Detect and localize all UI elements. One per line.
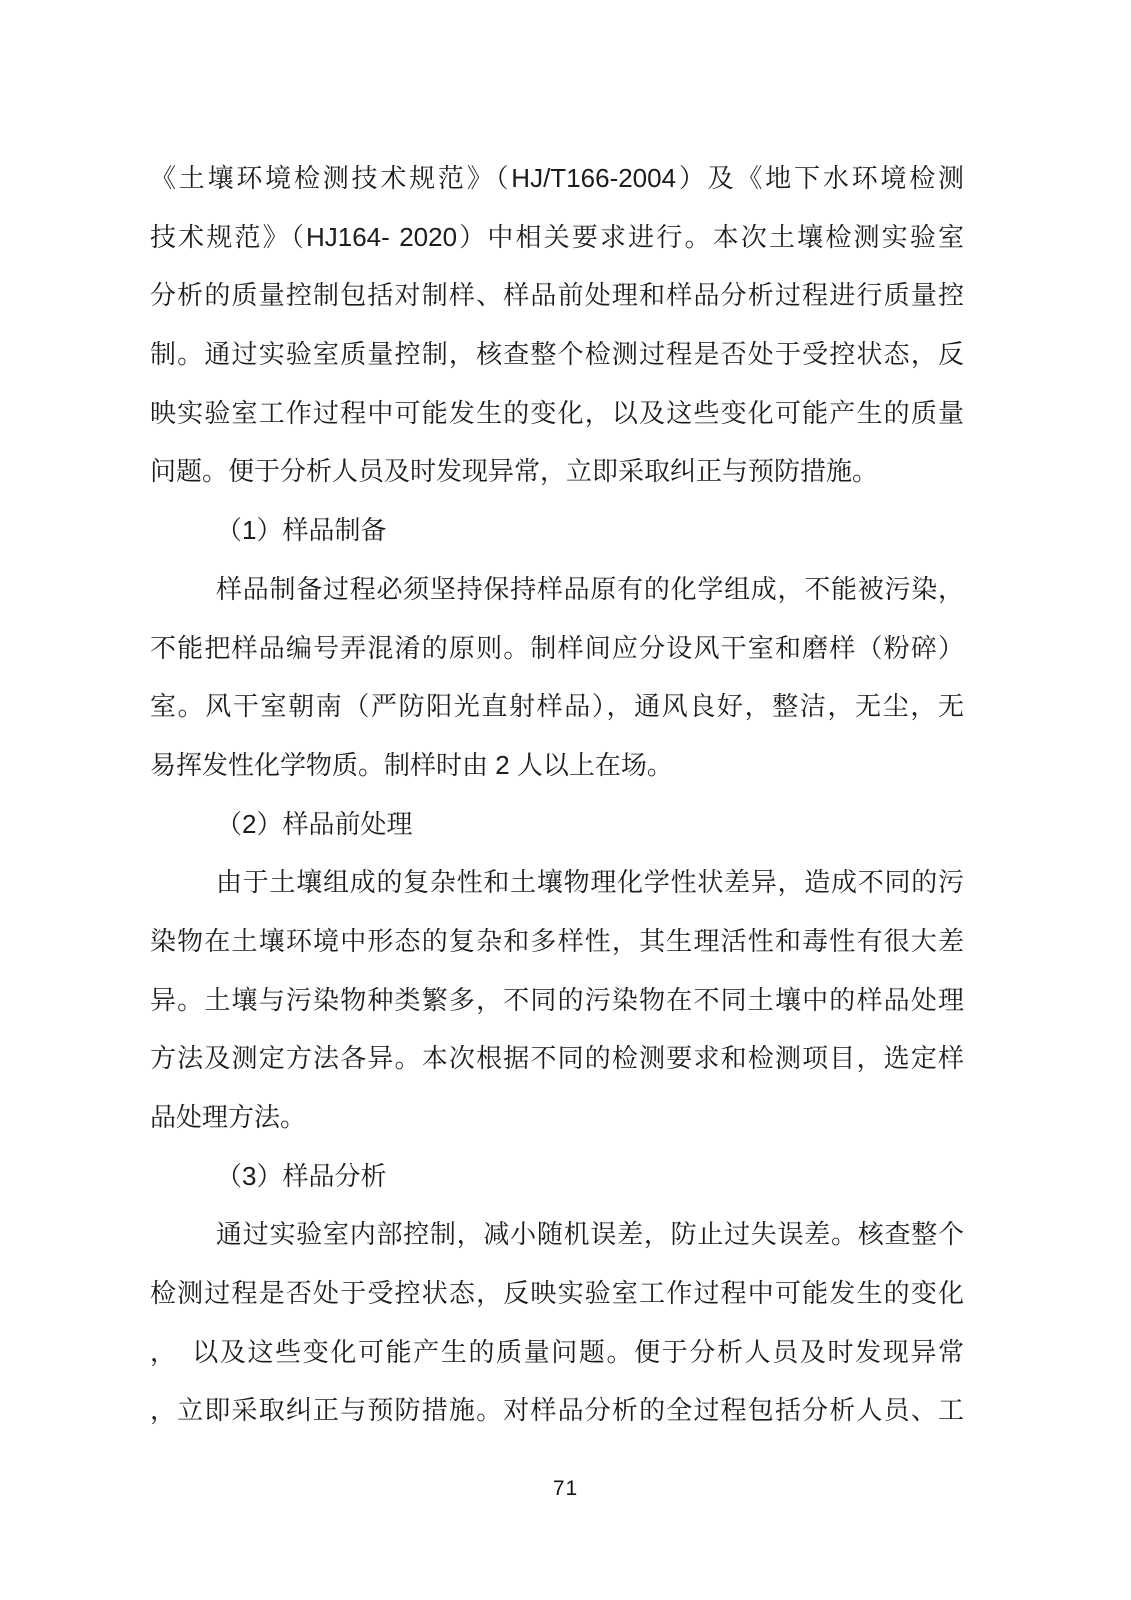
doc-line: 映实验室工作过程中可能发生的变化，以及这些变化可能产生的质量 [150, 397, 964, 428]
doc-line: 问题。便于分析人员及时发现异常，立即采取纠正与预防措施。 [150, 456, 879, 487]
doc-list-heading: （1）样品制备 [216, 515, 387, 546]
doc-line: 品处理方法。 [150, 1102, 307, 1132]
doc-line: ， 以及这些变化可能产生的质量问题。便于分析人员及时发现异常 [150, 1336, 964, 1367]
doc-line: ，立即采取纠正与预防措施。对样品分析的全过程包括分析人员、工 [150, 1395, 964, 1426]
doc-line: 技术规范》（HJ164- 2020）中相关要求进行。本次土壤检测实验室 [150, 221, 964, 252]
page-number: 71 [552, 1477, 579, 1500]
doc-line: 通过实验室内部控制，减小随机误差，防止过失误差。核查整个 [216, 1219, 964, 1250]
doc-list-heading: （3）样品分析 [216, 1160, 387, 1191]
doc-line: 染物在土壤环境中形态的复杂和多样性，其生理活性和毒性有很大差 [150, 925, 964, 956]
doc-line: 易挥发性化学物质。制样时由 2 人以上在场。 [150, 749, 673, 780]
document-body [150, 149, 964, 1440]
doc-line: 不能把样品编号弄混淆的原则。制样间应分设风干室和磨样（粉碎） [150, 632, 964, 663]
doc-line: 制。通过实验室质量控制，核查整个检测过程是否处于受控状态，反 [150, 339, 964, 370]
doc-line: 检测过程是否处于受控状态，反映实验室工作过程中可能发生的变化 [150, 1278, 964, 1309]
doc-list-heading: （2）样品前处理 [216, 808, 413, 839]
doc-line: 由于土壤组成的复杂性和土壤物理化学性状差异，造成不同的污 [216, 867, 964, 898]
doc-line: 《土壤环境检测技术规范》（HJ/T166-2004）及《地下水环境检测 [150, 163, 964, 193]
doc-line: 方法及测定方法各异。本次根据不同的检测要求和检测项目，选定样 [150, 1043, 964, 1074]
doc-line: 室。风干室朝南（严防阳光直射样品），通风良好，整洁，无尘，无 [150, 691, 964, 722]
doc-line: 分析的质量控制包括对制样、样品前处理和样品分析过程进行质量控 [150, 280, 964, 311]
doc-line: 异。土壤与污染物种类繁多，不同的污染物在不同土壤中的样品处理 [150, 984, 964, 1015]
doc-line: 样品制备过程必须坚持保持样品原有的化学组成，不能被污染， [216, 573, 964, 604]
